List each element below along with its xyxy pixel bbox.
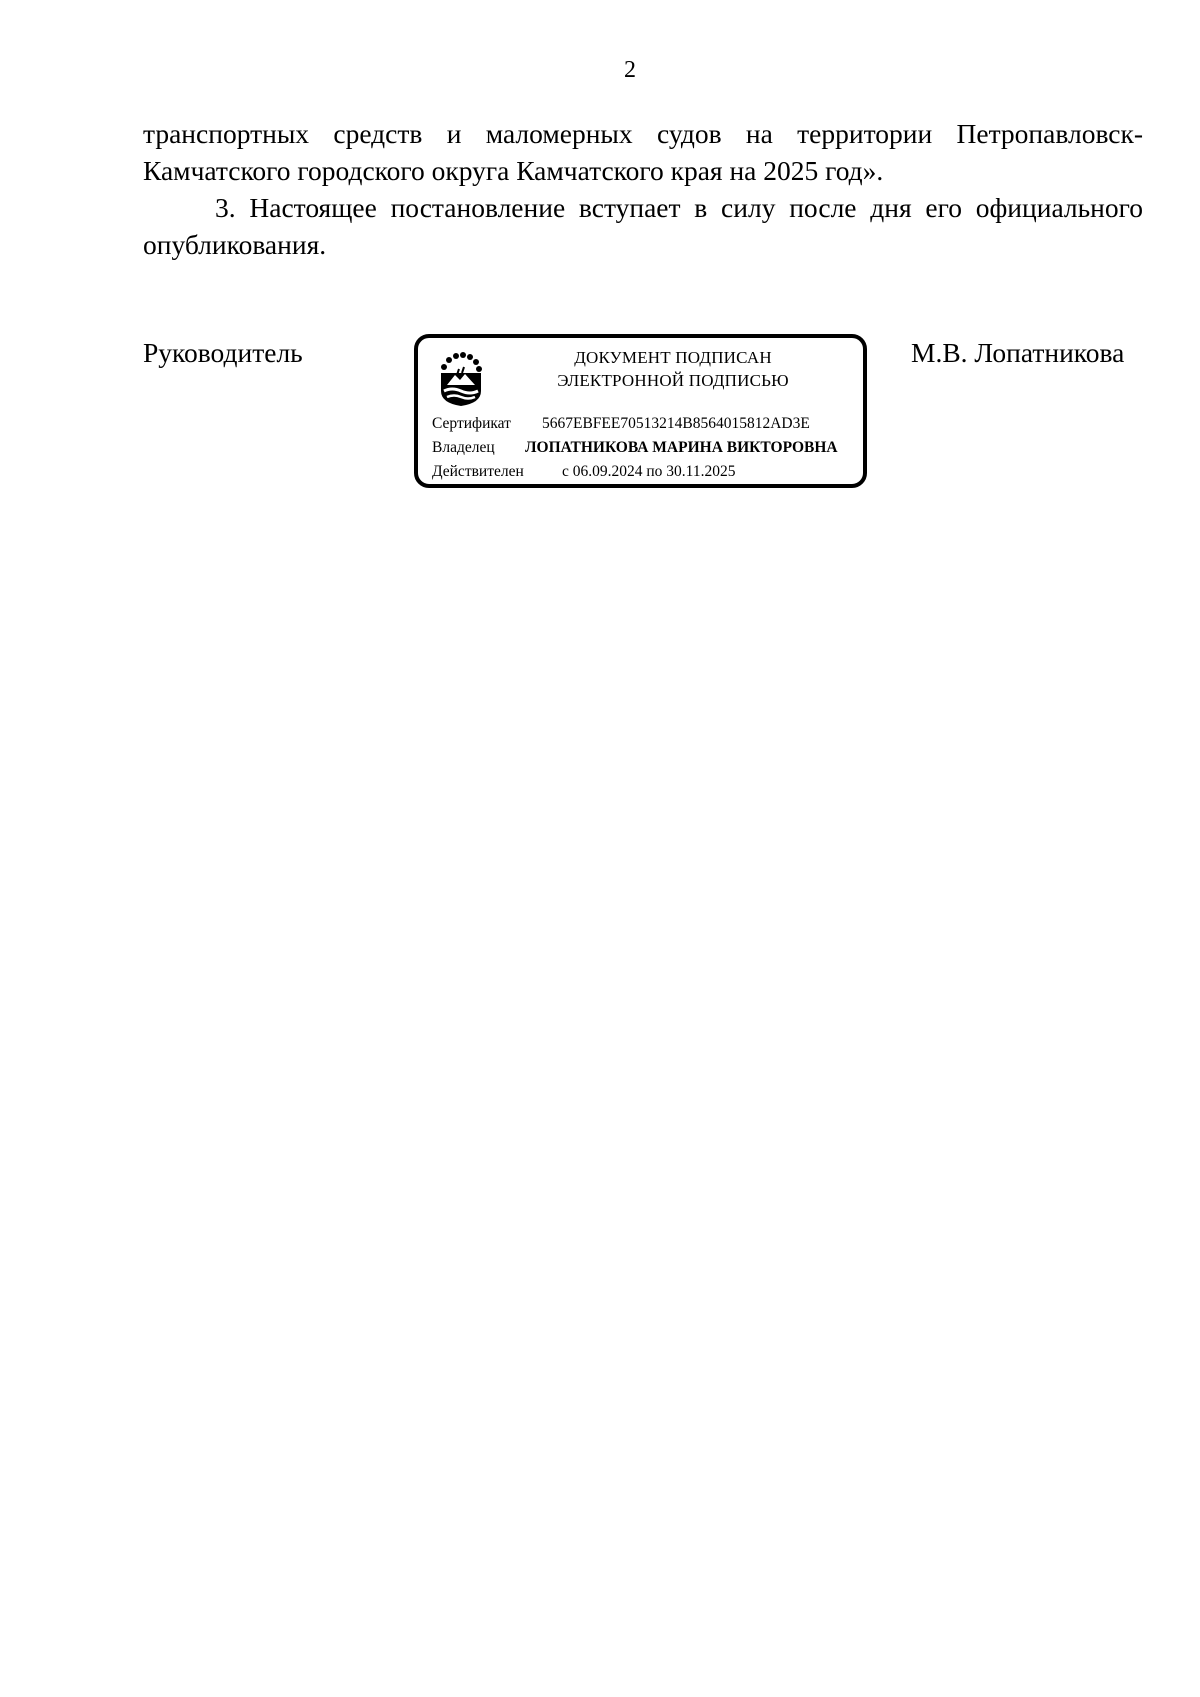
owner-label: Владелец bbox=[432, 439, 495, 456]
paragraph-item-3: 3. Настоящее постановление вступает в силу после дня его официального опубликования. bbox=[143, 192, 1143, 260]
certificate-label: Сертификат bbox=[432, 415, 511, 432]
signatory-position: Руководитель bbox=[143, 337, 303, 368]
stamp-owner-row bbox=[432, 438, 838, 458]
certificate-value: 5667EBFEE70513214B8564015812AD3E bbox=[542, 415, 810, 432]
stamp-heading-line2: ЭЛЕКТРОННОЙ ПОДПИСЬЮ bbox=[557, 371, 789, 390]
page-number: 2 bbox=[624, 57, 636, 83]
stamp-certificate-row bbox=[432, 414, 810, 434]
paragraph-continuation: транспортных средств и маломерных судов на территории Петропавловск-Камчатского городского округа Камчатского края на 2025 год». bbox=[143, 118, 1143, 186]
coat-of-arms-icon bbox=[435, 351, 487, 407]
owner-value: ЛОПАТНИКОВА МАРИНА ВИКТОРОВНА bbox=[525, 439, 838, 456]
validity-label: Действителен bbox=[432, 463, 524, 480]
stamp-validity-row bbox=[432, 462, 736, 482]
stamp-heading-line1: ДОКУМЕНТ ПОДПИСАН bbox=[574, 348, 772, 367]
electronic-signature-stamp bbox=[414, 334, 867, 488]
validity-value: с 06.09.2024 по 30.11.2025 bbox=[562, 463, 736, 480]
document-body bbox=[143, 115, 1143, 263]
signatory-name: М.В. Лопатникова bbox=[911, 337, 1125, 368]
